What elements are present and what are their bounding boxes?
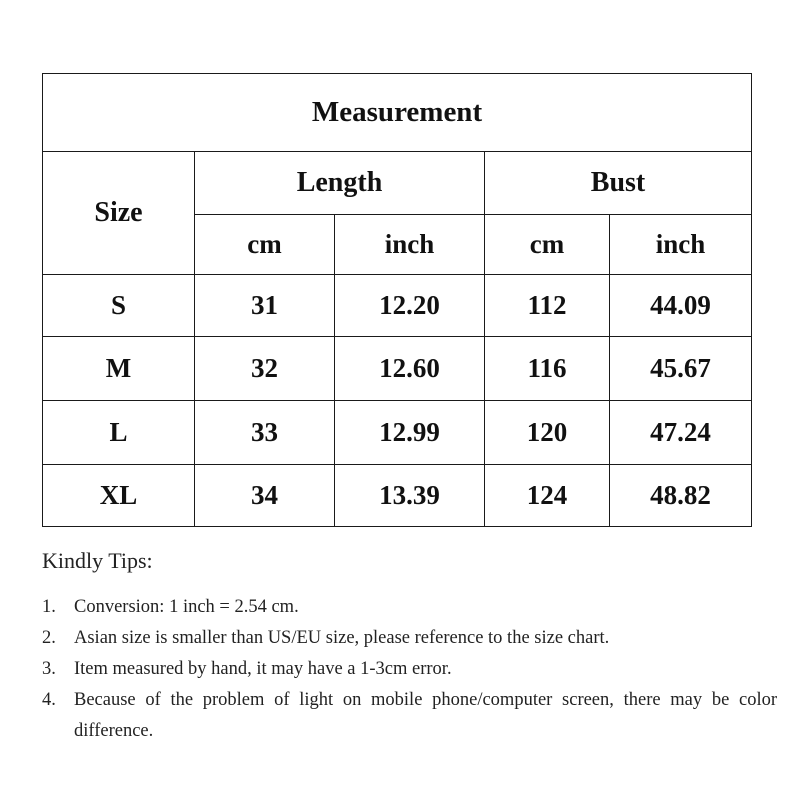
length-inch-cell: 12.20	[335, 275, 485, 337]
tip-number: 3.	[42, 659, 56, 679]
size-cell: M	[43, 337, 195, 401]
size-cell: L	[43, 401, 195, 465]
length-cm-cell: 33	[195, 401, 335, 465]
bust-group-header: Bust	[485, 152, 752, 215]
bust-inch-cell: 48.82	[610, 465, 752, 527]
tip-text: Asian size is smaller than US/EU size, please reference to the size chart.	[74, 628, 610, 648]
kindly-tips-section	[42, 548, 777, 747]
size-column-header: Size	[43, 152, 195, 275]
bust-cm-cell: 120	[485, 401, 610, 465]
tip-text: Conversion: 1 inch = 2.54 cm.	[74, 597, 299, 617]
table-row	[43, 275, 752, 337]
tip-text: Item measured by hand, it may have a 1-3cm error.	[74, 659, 452, 679]
tip-item	[42, 654, 777, 685]
bust-cm-header: cm	[485, 215, 610, 275]
length-inch-cell: 13.39	[335, 465, 485, 527]
table-title: Measurement	[43, 74, 752, 152]
tips-title: Kindly Tips:	[42, 548, 153, 573]
tip-number: 1.	[42, 597, 56, 617]
tip-item	[42, 685, 777, 747]
length-inch-header: inch	[335, 215, 485, 275]
table-row	[43, 401, 752, 465]
table-title-row	[43, 74, 752, 152]
length-cm-header: cm	[195, 215, 335, 275]
bust-inch-cell: 45.67	[610, 337, 752, 401]
length-group-header: Length	[195, 152, 485, 215]
tips-list	[42, 592, 777, 747]
bust-cm-cell: 124	[485, 465, 610, 527]
length-cm-cell: 31	[195, 275, 335, 337]
length-cm-cell: 32	[195, 337, 335, 401]
bust-inch-cell: 44.09	[610, 275, 752, 337]
tip-number: 2.	[42, 628, 56, 648]
tip-item	[42, 623, 777, 654]
tip-item	[42, 592, 777, 623]
size-chart-table	[42, 73, 752, 527]
size-cell: S	[43, 275, 195, 337]
length-inch-cell: 12.99	[335, 401, 485, 465]
tip-text: Because of the problem of light on mobile phone/computer screen, there may be color difference.	[74, 690, 777, 741]
length-inch-cell: 12.60	[335, 337, 485, 401]
bust-inch-header: inch	[610, 215, 752, 275]
size-cell: XL	[43, 465, 195, 527]
bust-inch-cell: 47.24	[610, 401, 752, 465]
group-header-row	[43, 152, 752, 215]
bust-cm-cell: 116	[485, 337, 610, 401]
table-row	[43, 465, 752, 527]
tip-number: 4.	[42, 690, 56, 710]
table-row	[43, 337, 752, 401]
length-cm-cell: 34	[195, 465, 335, 527]
bust-cm-cell: 112	[485, 275, 610, 337]
